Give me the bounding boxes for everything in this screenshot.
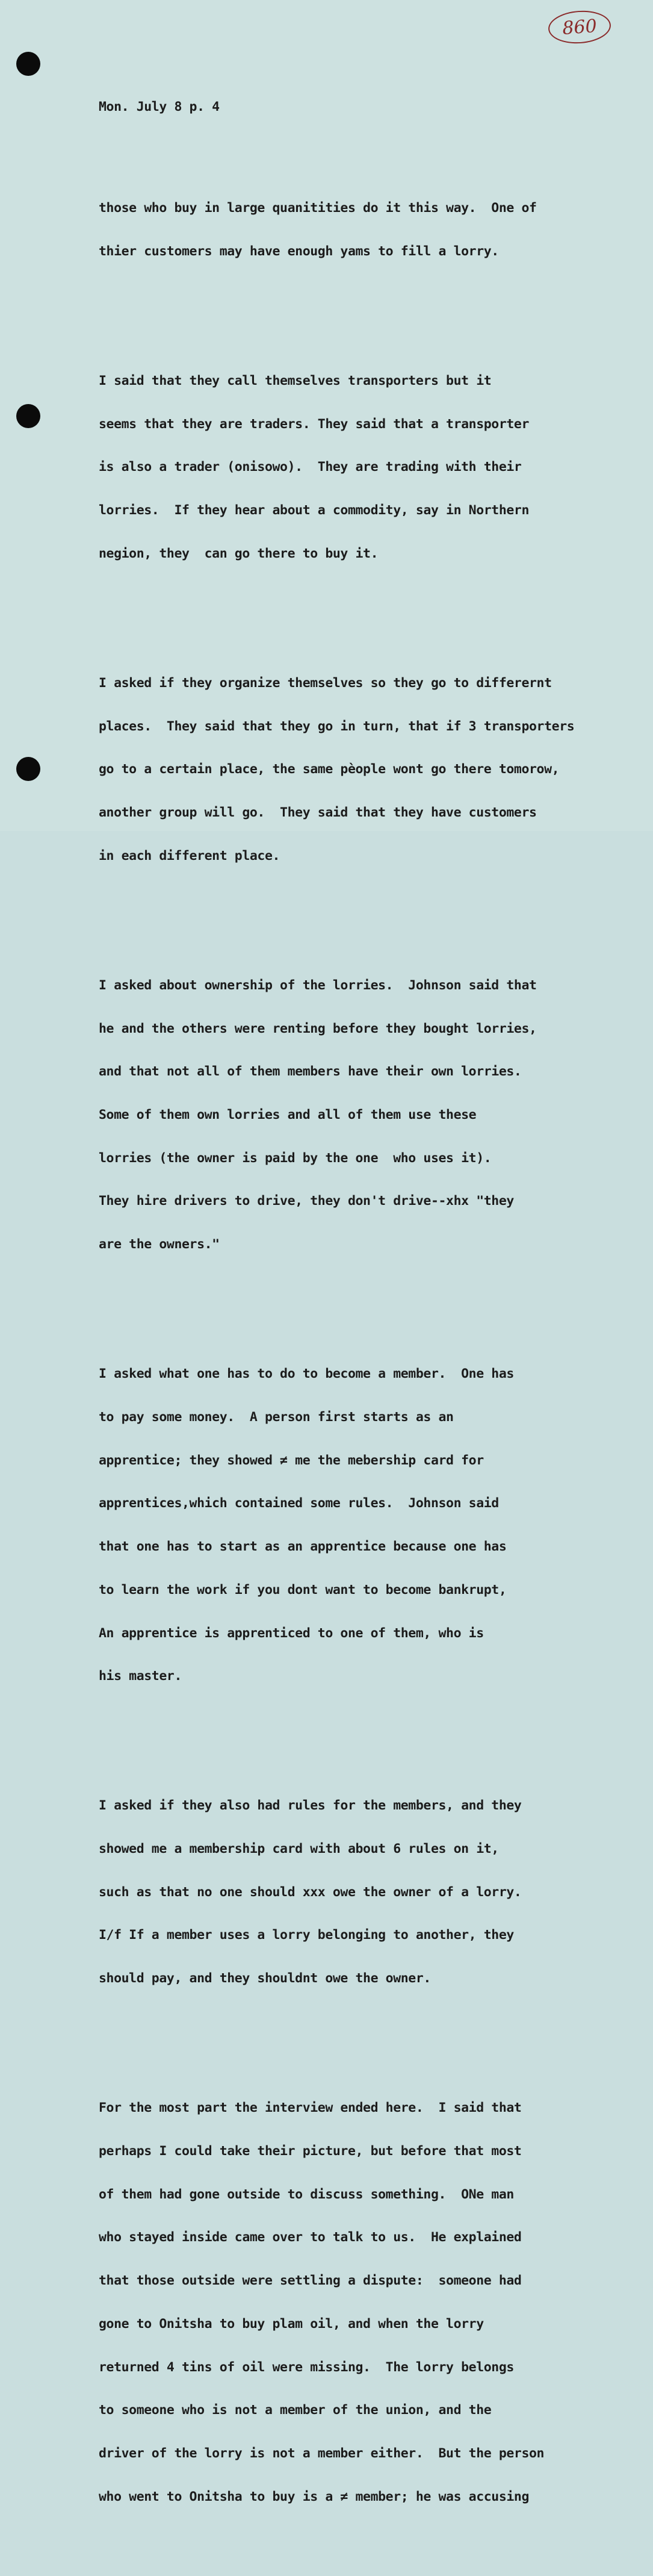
text-line: driver of the lorry is not a member either. But the person [99, 2445, 545, 2461]
text-line: negion, they can go there to buy it. [99, 546, 379, 561]
text-line: I asked if they organize themselves so they go to differernt [99, 676, 552, 691]
paragraph-6 [99, 1770, 628, 2015]
paragraph-3 [99, 647, 628, 892]
text-line: in each different place. [99, 848, 280, 863]
text-line: go to a certain place, the same pèople wont go there tomorow, [99, 762, 560, 777]
text-line: perhaps I could take their picture, but before that most [99, 2143, 522, 2159]
text-line: that one has to start as an apprentice because one has [99, 1539, 507, 1555]
page-number-text: 860 [562, 15, 598, 39]
paragraph-1 [99, 172, 628, 287]
punch-hole-bottom [16, 757, 40, 781]
text-line: of them had gone outside to discuss something. ONe man [99, 2186, 514, 2202]
text-line: and that not all of them members have their own lorries. [99, 1064, 522, 1080]
page-heading: Mon. July 8 p. 4 [99, 99, 220, 114]
text-line: places. They said that they go in turn, that if 3 transporters [99, 718, 575, 734]
text-line: is also a trader (onisowo). They are trading with their [99, 459, 522, 475]
punch-hole-top [16, 52, 40, 76]
text-line: I asked about ownership of the lorries. Johnson said that [99, 977, 537, 993]
text-line: gone to Onitsha to buy plam oil, and when the lorry [99, 2316, 484, 2332]
text-line: lorries. If they hear about a commodity, say in Northern [99, 503, 530, 518]
text-line: apprentice; they showed ≠ me the mebership card for [99, 1452, 484, 1468]
paragraph-2 [99, 345, 628, 590]
typed-text-body [99, 71, 628, 2576]
text-line: another group will go. They said that they have customers [99, 805, 537, 821]
text-line: I said that they call themselves transporters but it [99, 373, 492, 389]
text-line: he and the others were renting before they bought lorries, [99, 1021, 537, 1036]
text-line: to someone who is not a member of the union, and the [99, 2403, 492, 2418]
text-line: who went to Onitsha to buy is a ≠ member; he was accusing [99, 2489, 530, 2504]
text-line: I asked what one has to do to become a member. One has [99, 1366, 514, 1382]
text-line: seems that they are traders. They said that a transporter [99, 416, 530, 432]
paragraph-7 [99, 2072, 628, 2533]
paragraph-4 [99, 950, 628, 1281]
text-line: thier customers may have enough yams to fill a lorry. [99, 243, 499, 259]
text-line: apprentices,which contained some rules. Johnson said [99, 1496, 499, 1511]
text-line: those who buy in large quanitities do it this way. One of [99, 201, 537, 216]
text-line: showed me a membership card with about 6 rules on it, [99, 1841, 499, 1857]
text-line: who stayed inside came over to talk to us. He explained [99, 2230, 522, 2245]
text-line: to pay some money. A person first starts as an [99, 1410, 454, 1425]
text-line: are the owners." [99, 1237, 220, 1252]
text-line: They hire drivers to drive, they don't drive--xhx "they [99, 1193, 514, 1209]
text-line: Some of them own lorries and all of them use these [99, 1107, 477, 1123]
text-line: lorries (the owner is paid by the one who uses it). [99, 1150, 492, 1166]
page-number-annotation [547, 8, 612, 45]
text-line: should pay, and they shouldnt owe the owner. [99, 1971, 431, 1986]
text-line: I/f If a member uses a lorry belonging to another, they [99, 1927, 514, 1943]
text-line: An apprentice is apprenticed to one of them, who is [99, 1625, 484, 1641]
text-line: I asked if they also had rules for the members, and they [99, 1798, 522, 1814]
text-line: that those outside were settling a dispute: someone had [99, 2273, 522, 2289]
text-line: to learn the work if you dont want to become bankrupt, [99, 1582, 507, 1598]
text-line: returned 4 tins of oil were missing. The lorry belongs [99, 2359, 514, 2375]
text-line: For the most part the interview ended here. I said that [99, 2100, 522, 2116]
paragraph-5 [99, 1338, 628, 1712]
text-line: such as that no one should xxx owe the owner of a lorry. [99, 1884, 522, 1900]
punch-hole-middle [16, 404, 40, 428]
text-line: his master. [99, 1669, 182, 1684]
